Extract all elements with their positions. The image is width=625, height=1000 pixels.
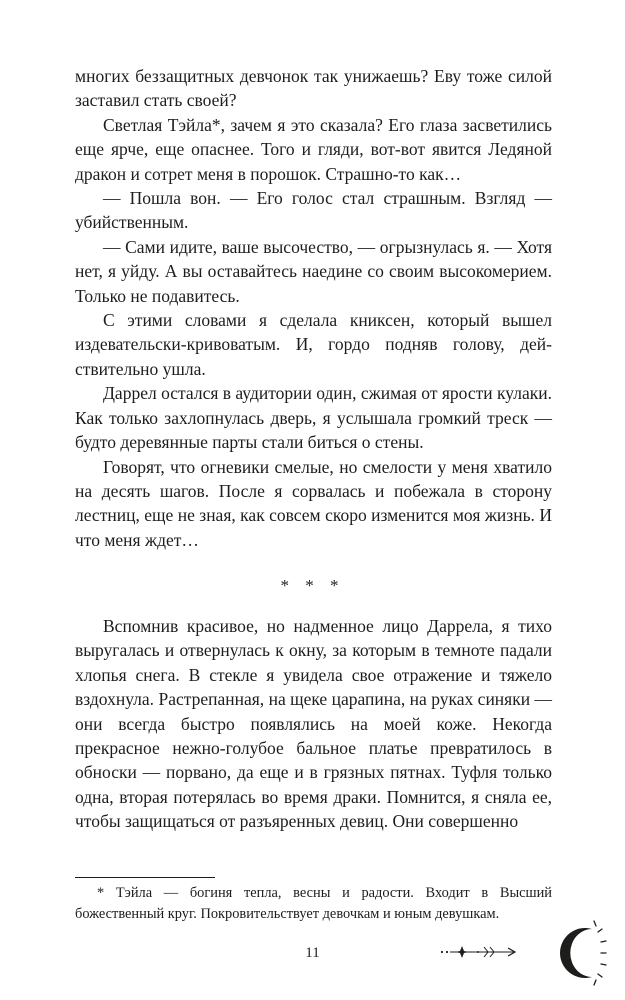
crescent-moon-icon	[558, 919, 608, 987]
paragraph: — Пошла вон. — Его голос стал страшным. Взгляд — убийственным.	[75, 188, 552, 233]
paragraph: Светлая Тэйла*, зачем я это сказала? Его глаза засветились еще ярче, еще опаснее. Того и гляди, вот-вот явится Ледяной дракон и сотрет меня в порошок. Страшно-то как…	[75, 114, 552, 184]
paragraph: — Сами идите, ваше высочество, — огрызнулась я. — Хотя нет, я уйду. А вы оставайтесь наедине со своим высокомерием. Только не подавитесь.	[75, 236, 552, 306]
scene-separator: * * *	[280, 576, 345, 595]
footnote-divider	[75, 877, 215, 878]
body-text-top	[75, 64, 552, 552]
page-number: 11	[305, 945, 320, 961]
footnote	[75, 883, 552, 925]
body-text-bottom	[75, 614, 552, 834]
paragraph: многих беззащитных девчонок так унижаешь? Еву тоже силой заставил стать своей?	[75, 66, 552, 111]
paragraph: Даррел остался в аудитории один, сжимая от ярости кулаки. Как только захлопнулась дверь, я услышала громкий треск — будто деревянные парты стали биться о стены.	[75, 383, 552, 453]
arrow-ornament-icon	[440, 944, 518, 960]
paragraph: Вспомнив красивое, но надменное лицо Даррела, я тихо выругалась и отвернулась к окну, за которым в темноте падали хлопья снега. В стекле я увидела свое отражение и тяжело вздохнула. Растрепанная, на щеке царапина, на руках синяки — они всегда быстро появлялись на моей коже. Некогда прекрасное нежно-голубое бальное платье превратилось в обноски — порвано, да еще и в грязных пятнах. Туфля только одна, вторая потерялась во время драки. Помнится, я сняла ее, чтобы защищаться от разъяренных девиц. Они совершенно	[75, 616, 552, 832]
paragraph: Говорят, что огневики смелые, но смелости у меня хватило на десять шагов. После я сорвалась и побежала в сторону лестниц, еще не зная, как совсем скоро изменится моя жизнь. И что меня ждет…	[75, 456, 552, 550]
footnote-text: * Тэйла — богиня тепла, весны и радости. Входит в Высший божественный круг. Покровительствует девочкам и юным девушкам.	[75, 885, 552, 922]
paragraph: С этими словами я сделала книксен, который вышел издевательски-кривоватым. И, гордо подняв голову, действительно ушла.	[75, 310, 552, 379]
